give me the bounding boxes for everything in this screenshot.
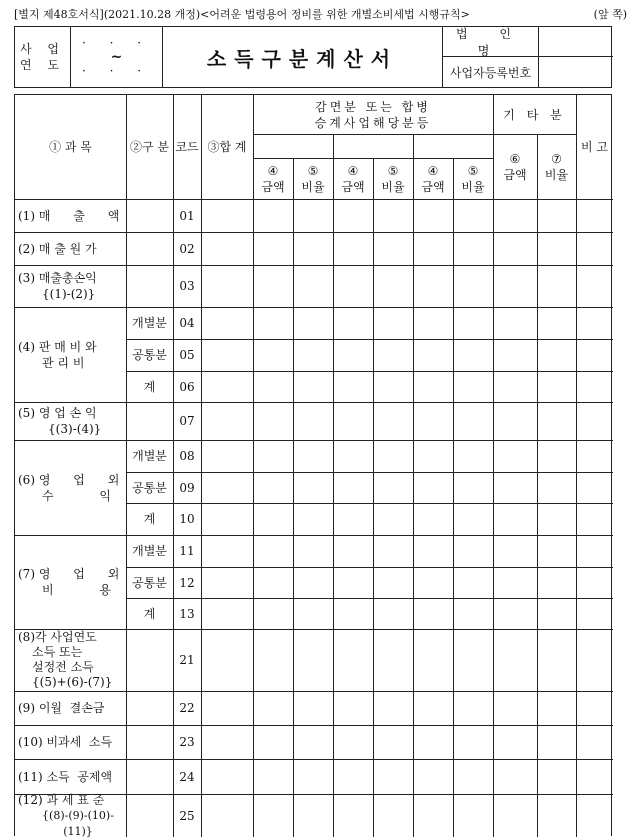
col-amount4-header-2 [333, 158, 373, 199]
col-ratio5-label: 비율 [301, 179, 325, 194]
row-taxable-income-line4: {(5)+(6)-(7)} [32, 675, 113, 689]
col-ratio5-num: ⑤ [387, 163, 399, 178]
grid-line [293, 158, 294, 837]
row-category-13: 계 [143, 606, 156, 621]
row-code-22: 22 [179, 701, 195, 715]
col-amount4-header-3 [413, 158, 453, 199]
row-sga-line2: 관 리 비 [42, 355, 85, 370]
col-amount4-num: ④ [427, 163, 439, 178]
row-code-11: 11 [179, 544, 195, 558]
row-taxable-income-label [15, 629, 126, 691]
biz-reg-no-field[interactable] [539, 57, 613, 87]
row-tax-base-line1: (12) 과 세 표 준 [18, 792, 105, 807]
row-gross-profit-line1: (3) 매출총손익 [18, 271, 97, 285]
grid-line [453, 158, 454, 837]
year-range-tilde: ~ [110, 49, 123, 65]
row-sga-label [15, 307, 126, 402]
col-amount6-header [493, 134, 537, 199]
col-ratio5-header-1 [293, 158, 333, 199]
row-code-06: 06 [179, 379, 195, 394]
biz-reg-no-label: 사업자등록번호 [443, 57, 539, 87]
income-classification-table [14, 94, 612, 836]
col-ratio5-header-2 [373, 158, 413, 199]
grid-line [253, 134, 493, 135]
col-remarks-header: 비 고 [581, 140, 608, 154]
row-gross-profit-label [15, 265, 126, 307]
row-code-03: 03 [179, 279, 195, 293]
grid-line [333, 134, 334, 837]
row-category-06: 계 [143, 379, 156, 394]
form-title: 소득구분계산서 [163, 27, 443, 87]
row-non-operating-expense-line2: 비 용 [42, 583, 111, 597]
row-code-05: 05 [179, 348, 195, 362]
col-exempt-group-header [253, 95, 493, 134]
col-amount4-num: ④ [267, 163, 279, 178]
header-box [14, 26, 612, 88]
row-code-24: 24 [179, 769, 195, 784]
row-income-deduction-label: (11) 소득 공제액 [18, 769, 113, 784]
row-sales-label: (1) 매 출 액 [18, 208, 120, 223]
col-ratio5-label: 비율 [381, 179, 405, 194]
col-ratio5-num: ⑤ [467, 163, 479, 178]
col-code-header: 코드 [175, 140, 199, 154]
col-amount4-num: ④ [347, 163, 359, 178]
row-category-12: 공통분 [132, 575, 167, 590]
row-taxable-income-line3: 설정전 소득 [32, 660, 94, 674]
col-amount6-num: ⑥ [509, 151, 521, 166]
business-year-label-line1: 사 업 [20, 42, 65, 56]
col-exempt-group-line1: 감면분 또는 합병 [315, 99, 431, 114]
page-side-label: (앞 쪽) [593, 8, 627, 21]
row-code-23: 23 [179, 735, 195, 749]
col-ratio5-header-3 [453, 158, 493, 199]
row-code-21: 21 [179, 653, 195, 667]
col-exempt-group-line2: 승계사업해당분등 [314, 115, 432, 130]
row-taxable-income-line2: 소득 또는 [32, 645, 83, 659]
corp-name-field[interactable] [539, 27, 613, 57]
grid-line [413, 134, 414, 837]
row-operating-income-label [15, 402, 126, 440]
row-non-operating-expense-line1: (7) 영 업 외 [18, 567, 120, 581]
grid-line [537, 134, 538, 837]
row-code-01: 01 [179, 208, 195, 223]
col-amount4-header-1 [253, 158, 293, 199]
row-non-operating-income-label [15, 440, 126, 535]
business-year-field[interactable] [71, 27, 163, 87]
row-sga-line1: (4) 판 매 비 와 [18, 339, 97, 354]
row-tax-base-line2: {(8)-(9)-(10)-(11)} [42, 808, 114, 838]
row-category-08: 개별분 [132, 449, 167, 463]
row-code-25: 25 [179, 808, 195, 823]
row-code-09: 09 [179, 480, 195, 495]
year-start-dots: · · · [81, 36, 152, 50]
row-category-09: 공통분 [132, 480, 167, 495]
year-end-dots: · · · [81, 64, 152, 78]
row-code-10: 10 [179, 512, 195, 526]
row-category-04: 개별분 [132, 316, 167, 330]
row-tax-base-label [15, 794, 126, 837]
row-cost-of-sales-label: (2) 매 출 원 가 [18, 241, 97, 256]
row-code-02: 02 [179, 241, 195, 256]
col-amount4-label: 금액 [341, 179, 365, 194]
col-other-group-header: 기 타 분 [503, 107, 566, 122]
row-nontaxable-income-label: (10) 비과세 소득 [18, 735, 113, 749]
row-taxable-income-line1: (8)각 사업연도 [18, 630, 97, 644]
col-amount6-label: 금액 [503, 167, 527, 182]
col-amount4-label: 금액 [421, 179, 445, 194]
col-ratio7-num: ⑦ [551, 151, 562, 166]
corp-name-label: 법 인 명 [443, 27, 539, 57]
row-non-operating-income-line2: 수 익 [42, 488, 111, 503]
business-year-label-line2: 연 도 [20, 58, 65, 72]
row-code-08: 08 [179, 449, 195, 463]
form-header [14, 6, 627, 22]
col-ratio7-header [537, 134, 576, 199]
row-code-13: 13 [179, 606, 195, 621]
row-non-operating-income-line1: (6) 영 업 외 [18, 472, 120, 487]
row-loss-carryforward-label: (9) 이월 결손금 [18, 701, 105, 715]
grid-line [373, 158, 374, 837]
row-operating-income-line1: (5) 영 업 손 익 [18, 406, 97, 420]
row-category-10: 계 [143, 512, 156, 526]
col-category-header: ②구 분 [130, 140, 169, 154]
row-code-04: 04 [179, 316, 195, 330]
col-ratio7-label: 비율 [544, 167, 569, 182]
row-category-05: 공통분 [132, 348, 167, 362]
col-subject-header: ① 과 목 [49, 140, 92, 154]
business-year-label [15, 27, 71, 87]
col-amount4-label: 금액 [261, 179, 285, 194]
col-total-header: ③합 계 [207, 140, 247, 154]
row-gross-profit-line2: {(1)-(2)} [42, 287, 96, 301]
col-ratio5-num: ⑤ [307, 163, 319, 178]
row-operating-income-line2: {(3)-(4)} [48, 422, 102, 436]
row-category-11: 개별분 [132, 544, 167, 558]
form-number-label: [별지 제48호서식](2021.10.28 개정)<어려운 법령용어 정비를 위한 개별소비세법 시행규칙> [14, 8, 470, 21]
row-non-operating-expense-label [15, 535, 126, 629]
row-code-07: 07 [179, 414, 195, 428]
col-ratio5-label: 비율 [461, 179, 485, 194]
row-code-12: 12 [179, 575, 195, 590]
